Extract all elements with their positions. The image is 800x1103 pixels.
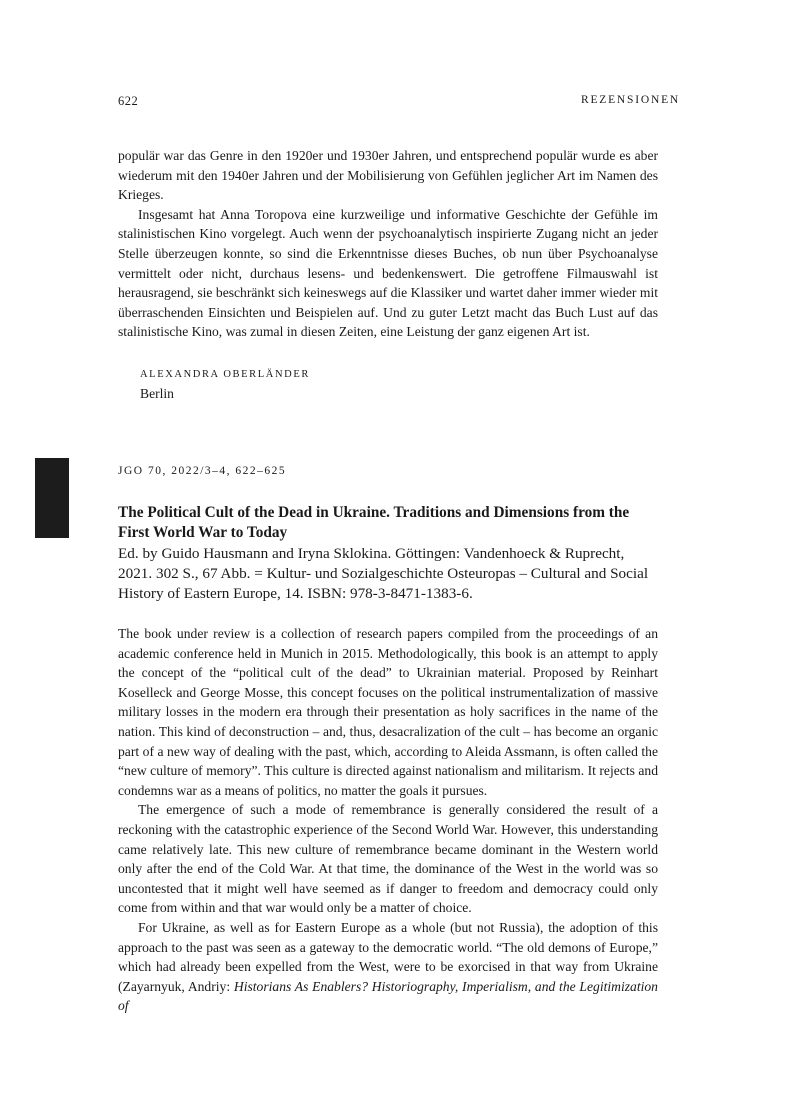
reviewer-city: Berlin: [140, 386, 174, 401]
review-1-body: [118, 146, 658, 342]
page-number: 622: [118, 94, 139, 108]
reference-title: Historians As Enablers? Historiography, Imperialism, and the Legitimization of: [118, 978, 658, 1014]
paragraph: The book under review is a collection of research papers compiled from the proceedings of an academic conference held in Munich in 2015. Methodologically, this book is an attempt to apply the concept of the “political cult of the dead” to Ukrainian material. Proposed by Reinhart Koselleck and George Mosse, this concept focuses on the political instrumentalization of massive military losses in the modern era through their presentation as holy sacrifices in the name of the nation. This kind of deconstruction – and, thus, desacralization of the cult – has become an organic part of a new way of dealing with the past, which, according to Aleida Assmann, is often called the “new culture of memory”. This culture is directed against nationalism and militarism. It rejects and condemns war as a means of politics, no matter the goals it pursues.: [118, 626, 658, 798]
paragraph-text: For Ukraine, as well as for Eastern Europe as a whole (but not Russia), the adoption of this approach to the past was seen as a gateway to the democratic world. “The old demons of Europe,” which had already been expelled from the West, were to be exorcised in that way from Ukraine (Zayarnyuk, Andriy:: [118, 919, 658, 994]
paragraph: [118, 918, 658, 1016]
paragraph: The emergence of such a mode of remembrance is generally considered the result of a reckoning with the catastrophic experience of the Second World War. However, this understanding came relatively late. This new culture of remembrance became dominant in the Western world only after the end of the Cold War. At that time, the dominance of the West in the world was so uncontested that it might well have seemed as if danger to freedom and democracy could only come from within and that war would only be a matter of choice.: [118, 802, 658, 916]
paragraph: populär war das Genre in den 1920er und 1930er Jahren, und entsprechend populär wurde es aber wiederum mit den 1940er Jahren und der Mobilisierung von Gefühlen jeglicher Art im Namen des Krieges.: [118, 148, 658, 203]
reviewer-name: ALEXANDRA OBERLÄNDER: [140, 369, 310, 380]
paragraph: Insgesamt hat Anna Toropova eine kurzweilige und informative Geschichte der Gefühle im stalinistischen Kino vorgelegt. Auch wenn der psychoanalytisch inspirierte Zugang nicht an jeder Stelle überzeugen konnte, so sind die Erkenntnisse dieses Buches, ob nun über Psychoanalyse vermittelt oder nicht, durchaus lesens- und bedenkenswert. Die getroffene Filmauswahl ist herausragend, sie beschränkt sich keineswegs auf die Klassiker und wartet daher immer wieder mit überraschenden Einsichten und Beispielen auf. Und zu guter Letzt macht das Buch Lust auf das stalinistische Kino, was zumal in diesen Zeiten, eine Leistung der ganz eigenen Art ist.: [118, 206, 658, 340]
journal-citation: JGO 70, 2022/3–4, 622–625: [118, 465, 287, 477]
review-2-body: [118, 624, 658, 1016]
book-metadata: Ed. by Guido Hausmann and Iryna Sklokina. Göttingen: Vandenhoeck & Ruprecht, 2021. 302 S., 67 Abb. = Kultur- und Sozialgeschichte Osteuropas – Cultural and Social History of Eastern Europe, 14. ISBN: 978-3-8471-1383-6.: [118, 545, 649, 602]
section-header: REZENSIONEN: [580, 94, 680, 106]
book-title: The Political Cult of the Dead in Ukraine. Traditions and Dimensions from the First World War to Today: [118, 504, 630, 541]
side-tab-marker: [35, 458, 69, 538]
